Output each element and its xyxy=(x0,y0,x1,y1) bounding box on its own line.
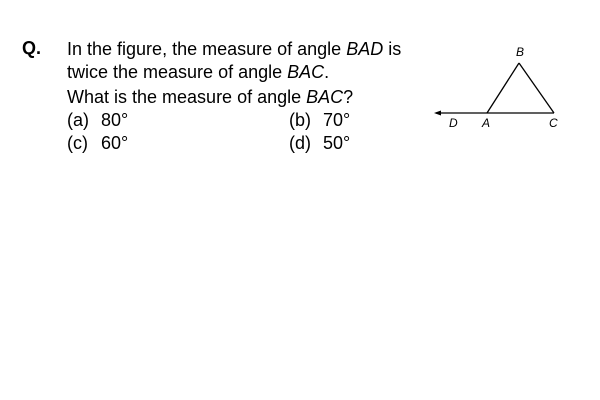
segment-ab xyxy=(487,63,519,113)
angle-bad: BAD xyxy=(346,39,384,59)
segment-bc xyxy=(519,63,554,113)
option-a[interactable]: (a) 80° xyxy=(67,110,129,130)
option-c[interactable]: (c) 60° xyxy=(67,133,129,153)
option-b[interactable]: (b) 70° xyxy=(289,110,351,130)
ray-arrowhead xyxy=(434,111,441,116)
label-c: C xyxy=(549,116,558,130)
label-b: B xyxy=(516,45,525,59)
question-text xyxy=(67,38,437,109)
question-line-3: What is the measure of angle BAC? xyxy=(67,87,354,107)
label-a: A xyxy=(482,116,491,130)
question-label: Q. xyxy=(22,38,42,58)
angle-bac: BAC xyxy=(287,62,325,82)
angle-bac-ask: BAC xyxy=(306,87,344,107)
label-d: D xyxy=(449,116,458,130)
triangle-figure xyxy=(430,40,570,130)
question-line-1: In the figure, the measure of angle BAD is xyxy=(67,39,402,59)
question-line-2: twice the measure of angle BAC. xyxy=(67,62,330,82)
option-d[interactable]: (d) 50° xyxy=(289,133,351,153)
